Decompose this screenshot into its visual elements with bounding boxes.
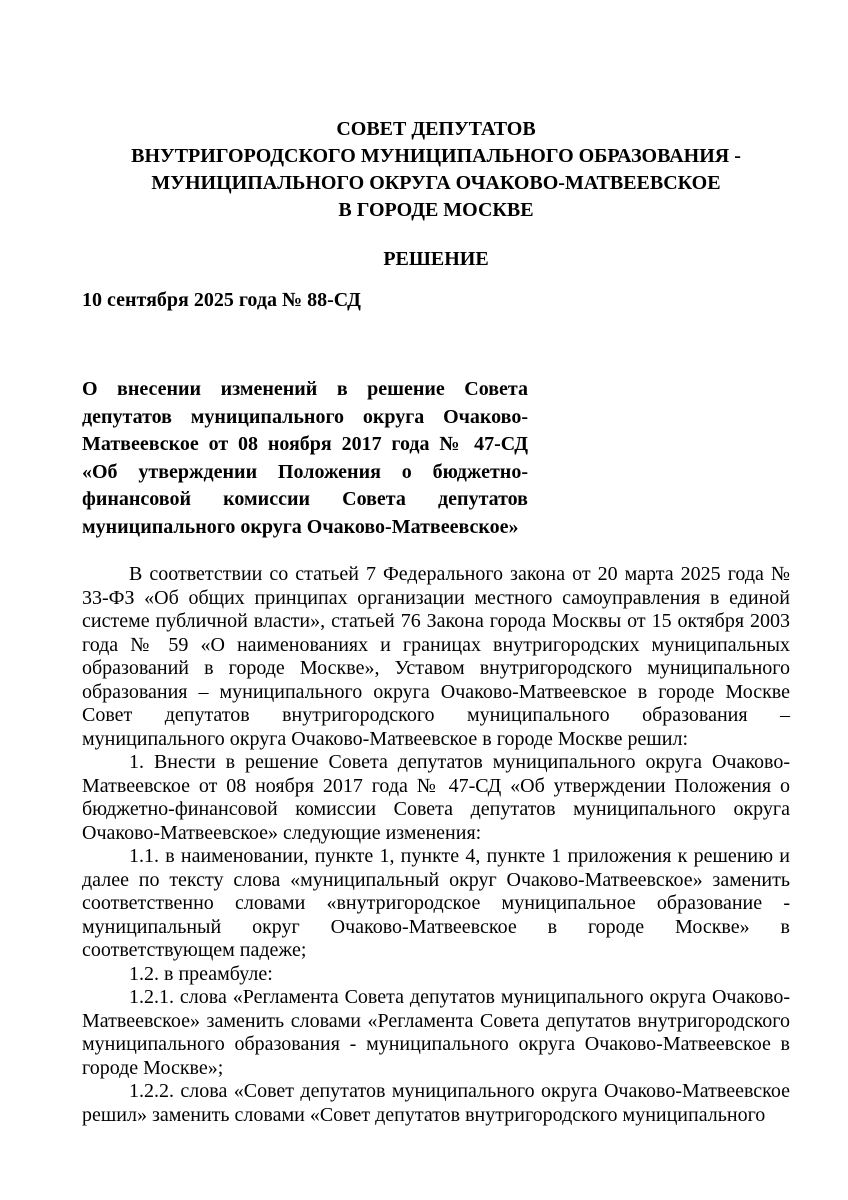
doc-type-title: РЕШЕНИЕ — [383, 248, 489, 270]
document-header — [82, 116, 790, 224]
body-paragraph-item-1: 1. Внести в решение Совета депутатов муниципального округа Очаково-Матвеевское от 08 ноября 2017 года № 47-СД «Об утверждении Положения о бюджетно-финансовой комиссии Совета депутатов муниципального округа Очаково-Матвеевское» следующие изменения: — [82, 751, 790, 844]
header-line-municipal-formation: ВНУТРИГОРОДСКОГО МУНИЦИПАЛЬНОГО ОБРАЗОВАНИЯ - — [131, 145, 741, 167]
body-paragraph-item-1-2-2: 1.2.2. слова «Совет депутатов муниципального округа Очаково-Матвеевское решил» заменить словами «Совет депутатов внутригородского муниципального — [82, 1080, 790, 1126]
body-paragraph-item-1-2: 1.2. в преамбуле: — [129, 962, 273, 985]
header-line-okrug: МУНИЦИПАЛЬНОГО ОКРУГА ОЧАКОВО-МАТВЕЕВСКОЕ — [151, 172, 721, 194]
header-line-city: В ГОРОДЕ МОСКВЕ — [338, 199, 534, 221]
body-paragraph-preamble: В соответствии со статьей 7 Федерального закона от 20 марта 2025 года № 33-ФЗ «Об общих принципах организации местного самоуправления в единой системе публичной власти», статьей 76 Закона города Москвы от 15 октября 2003 года № 59 «О наименованиях и границах внутригородских муниципальных образований в городе Москве», Уставом внутригородского муниципального образования – муниципального округа Очаково-Матвеевское в городе Москве Совет депутатов внутригородского муниципального образования – муниципального округа Очаково-Матвеевское в городе Москве решил: — [82, 563, 790, 750]
subject-paragraph: О внесении изменений в решение Совета депутатов муниципального округа Очаково-Матвеевское от 08 ноября 2017 года № 47-СД «Об утверждении Положения о бюджетно-финансовой комиссии Совета депутатов муниципального округа Очаково-Матвеевское» — [82, 378, 528, 538]
body-paragraph-item-1-1: 1.1. в наименовании, пункте 1, пункте 4, пункте 1 приложения к решению и далее по тексту слова «муниципальный округ Очаково-Матвеевское» заменить соответственно словами «внутригородское муниципальное образование - муниципальный округ Очаково-Матвеевское в городе Москве» в соответствующем падеже; — [82, 845, 790, 961]
header-line-council: СОВЕТ ДЕПУТАТОВ — [336, 118, 536, 140]
document-body — [82, 563, 790, 1127]
body-paragraph-item-1-2-1: 1.2.1. слова «Регламента Совета депутатов муниципального округа Очаково-Матвеевское» заменить словами «Регламента Совета депутатов внутригородского муниципального образования - муниципального округа Очаково-Матвеевское в городе Москве»; — [82, 986, 790, 1079]
date-number-line: 10 сентября 2025 года № 88-СД — [82, 289, 361, 311]
